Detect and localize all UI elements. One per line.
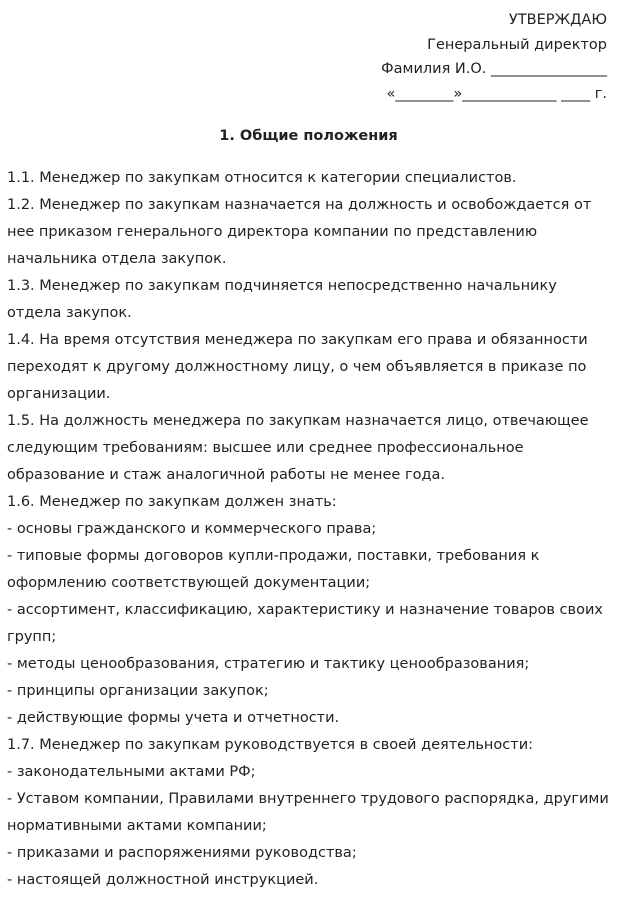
approval-block bbox=[7, 8, 610, 106]
paragraph-1-7: 1.7. Менеджер по закупкам руководствуется в своей деятельности: bbox=[7, 737, 534, 753]
list-item: - принципы организации закупок; bbox=[7, 683, 269, 699]
approver-name-line: Фамилия И.О. ________________ bbox=[381, 61, 607, 77]
section-title: 1. Общие положения bbox=[219, 128, 398, 144]
list-item: - типовые формы договоров купли-продажи, поставки, требования к оформлению соответствующей документации; bbox=[7, 548, 540, 591]
paragraph-1-1: 1.1. Менеджер по закупкам относится к категории специалистов. bbox=[7, 170, 517, 186]
paragraph-1-2: 1.2. Менеджер по закупкам назначается на должность и освобождается от нее приказом генерального директора компании по представлению начальника отдела закупок. bbox=[7, 197, 592, 267]
paragraph-1-4: 1.4. На время отсутствия менеджера по закупкам его права и обязанности переходят к другому должностному лицу, о чем объявляется в приказе по организации. bbox=[7, 332, 588, 402]
list-item: - основы гражданского и коммерческого права; bbox=[7, 521, 377, 537]
approver-position: Генеральный директор bbox=[427, 36, 607, 53]
paragraph-1-3: 1.3. Менеджер по закупкам подчиняется непосредственно начальнику отдела закупок. bbox=[7, 278, 557, 321]
list-item: - законодательными актами РФ; bbox=[7, 764, 256, 780]
approval-date-line: «________»_____________ ____ г. bbox=[386, 85, 607, 102]
section-body bbox=[7, 165, 610, 894]
list-item: - действующие формы учета и отчетности. bbox=[7, 710, 340, 726]
list-item: - приказами и распоряжениями руководства; bbox=[7, 845, 357, 861]
list-item: - ассортимент, классификацию, характеристику и назначение товаров своих групп; bbox=[7, 602, 603, 645]
approval-title: УТВЕРЖДАЮ bbox=[508, 12, 607, 28]
list-item: - настоящей должностной инструкцией. bbox=[7, 872, 319, 888]
paragraph-1-5: 1.5. На должность менеджера по закупкам назначается лицо, отвечающее следующим требованиям: высшее или среднее профессиональное образование и стаж аналогичной работы не менее года. bbox=[7, 413, 589, 483]
paragraph-1-6: 1.6. Менеджер по закупкам должен знать: bbox=[7, 494, 337, 510]
list-item: - Уставом компании, Правилами внутреннего трудового распорядка, другими нормативными актами компании; bbox=[7, 791, 609, 834]
list-item: - методы ценообразования, стратегию и тактику ценообразования; bbox=[7, 656, 530, 672]
